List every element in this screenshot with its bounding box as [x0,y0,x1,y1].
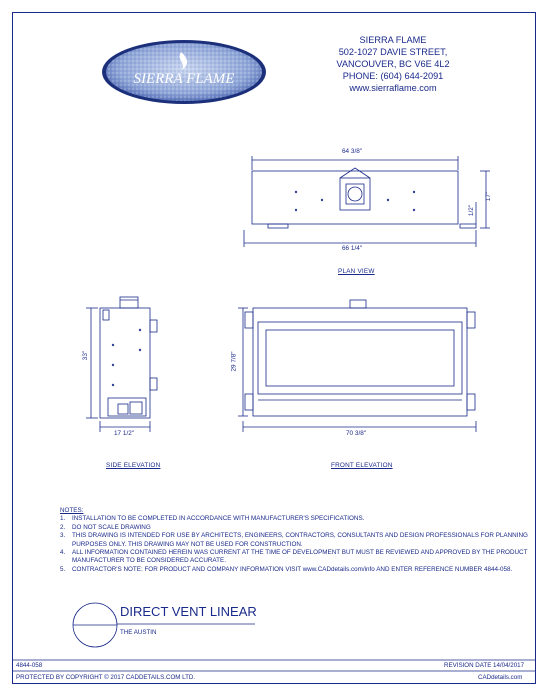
front-elevation-drawing [238,300,476,432]
note-item: 3. THIS DRAWING IS INTENDED FOR USE BY ARCHITECTS, ENGINEERS, CONTRACTORS, CONSULTANTS AND DESIGN PROFESSIONALS FOR PLANNING PURPOSES ONLY. THIS DRAWING MAY NOT BE USED FOR CONSTRUCTION. [60,532,528,548]
front-elevation-label: FRONT ELEVATION [331,462,393,469]
drawing-title: DIRECT VENT LINEAR [120,604,257,619]
notes-header: NOTES: [60,507,84,514]
note-item: 1. INSTALLATION TO BE COMPLETED IN ACCORDANCE WITH MANUFACTURER'S SPECIFICATIONS. [60,515,365,523]
company-info [318,34,468,94]
title-block-lines [12,603,536,671]
side-elevation-label: SIDE ELEVATION [106,462,161,469]
side-dim-width: 17 1/2" [114,430,135,437]
side-elevation-drawing [86,297,157,432]
company-name: SIERRA FLAME [359,35,427,45]
note-item: 5. CONTRACTOR'S NOTE: FOR PRODUCT AND COMPANY INFORMATION VISIT www.CADdetails.com/info AND ENTER REFERENCE NUMBER 4844-058. [60,565,513,573]
reference-number: 4844-058 [16,662,43,669]
copyright-notice: PROTECTED BY COPYRIGHT © 2017 CADDETAILS.COM LTD. [16,674,196,681]
plan-dim-right-inner: 1/2" [468,204,476,217]
company-website[interactable]: www.sierraflame.com [349,83,437,93]
company-phone: PHONE: (604) 644-2091 [342,71,444,81]
company-address-1: 502-1027 DAVIE STREET, [338,47,448,57]
note-item: 2. DO NOT SCALE DRAWING [60,523,151,531]
plan-view-drawing [244,156,493,247]
company-address-2: VANCOUVER, BC V6E 4L2 [336,59,450,69]
plan-dim-right-outer: 17" [485,191,493,202]
logo-text: SIERRA FLAME [133,71,235,87]
revision-date: REVISION DATE 14/04/2017 [444,662,525,669]
notes-section [60,507,530,574]
sierra-flame-logo [102,40,266,104]
note-item: 4. ALL INFORMATION CONTAINED HEREIN WAS CURRENT AT THE TIME OF DEVELOPMENT BUT MUST BE REVIEWED AND APPROVED BY THE PRODUCT MANUFACTURER TO BE CONSIDERED ACCURATE. [60,549,528,565]
plan-dim-top: 64 3/8" [342,148,363,155]
cadetails-brand[interactable]: CADdetails.com [478,674,523,681]
plan-view-label: PLAN VIEW [338,268,375,275]
drawing-subtitle: THE AUSTIN [120,629,157,636]
front-dim-height: 29 7/8" [230,351,238,372]
front-dim-width: 70 3/8" [346,430,367,437]
plan-dim-bottom: 66 1/4" [342,245,363,252]
side-dim-height: 33" [82,350,90,361]
